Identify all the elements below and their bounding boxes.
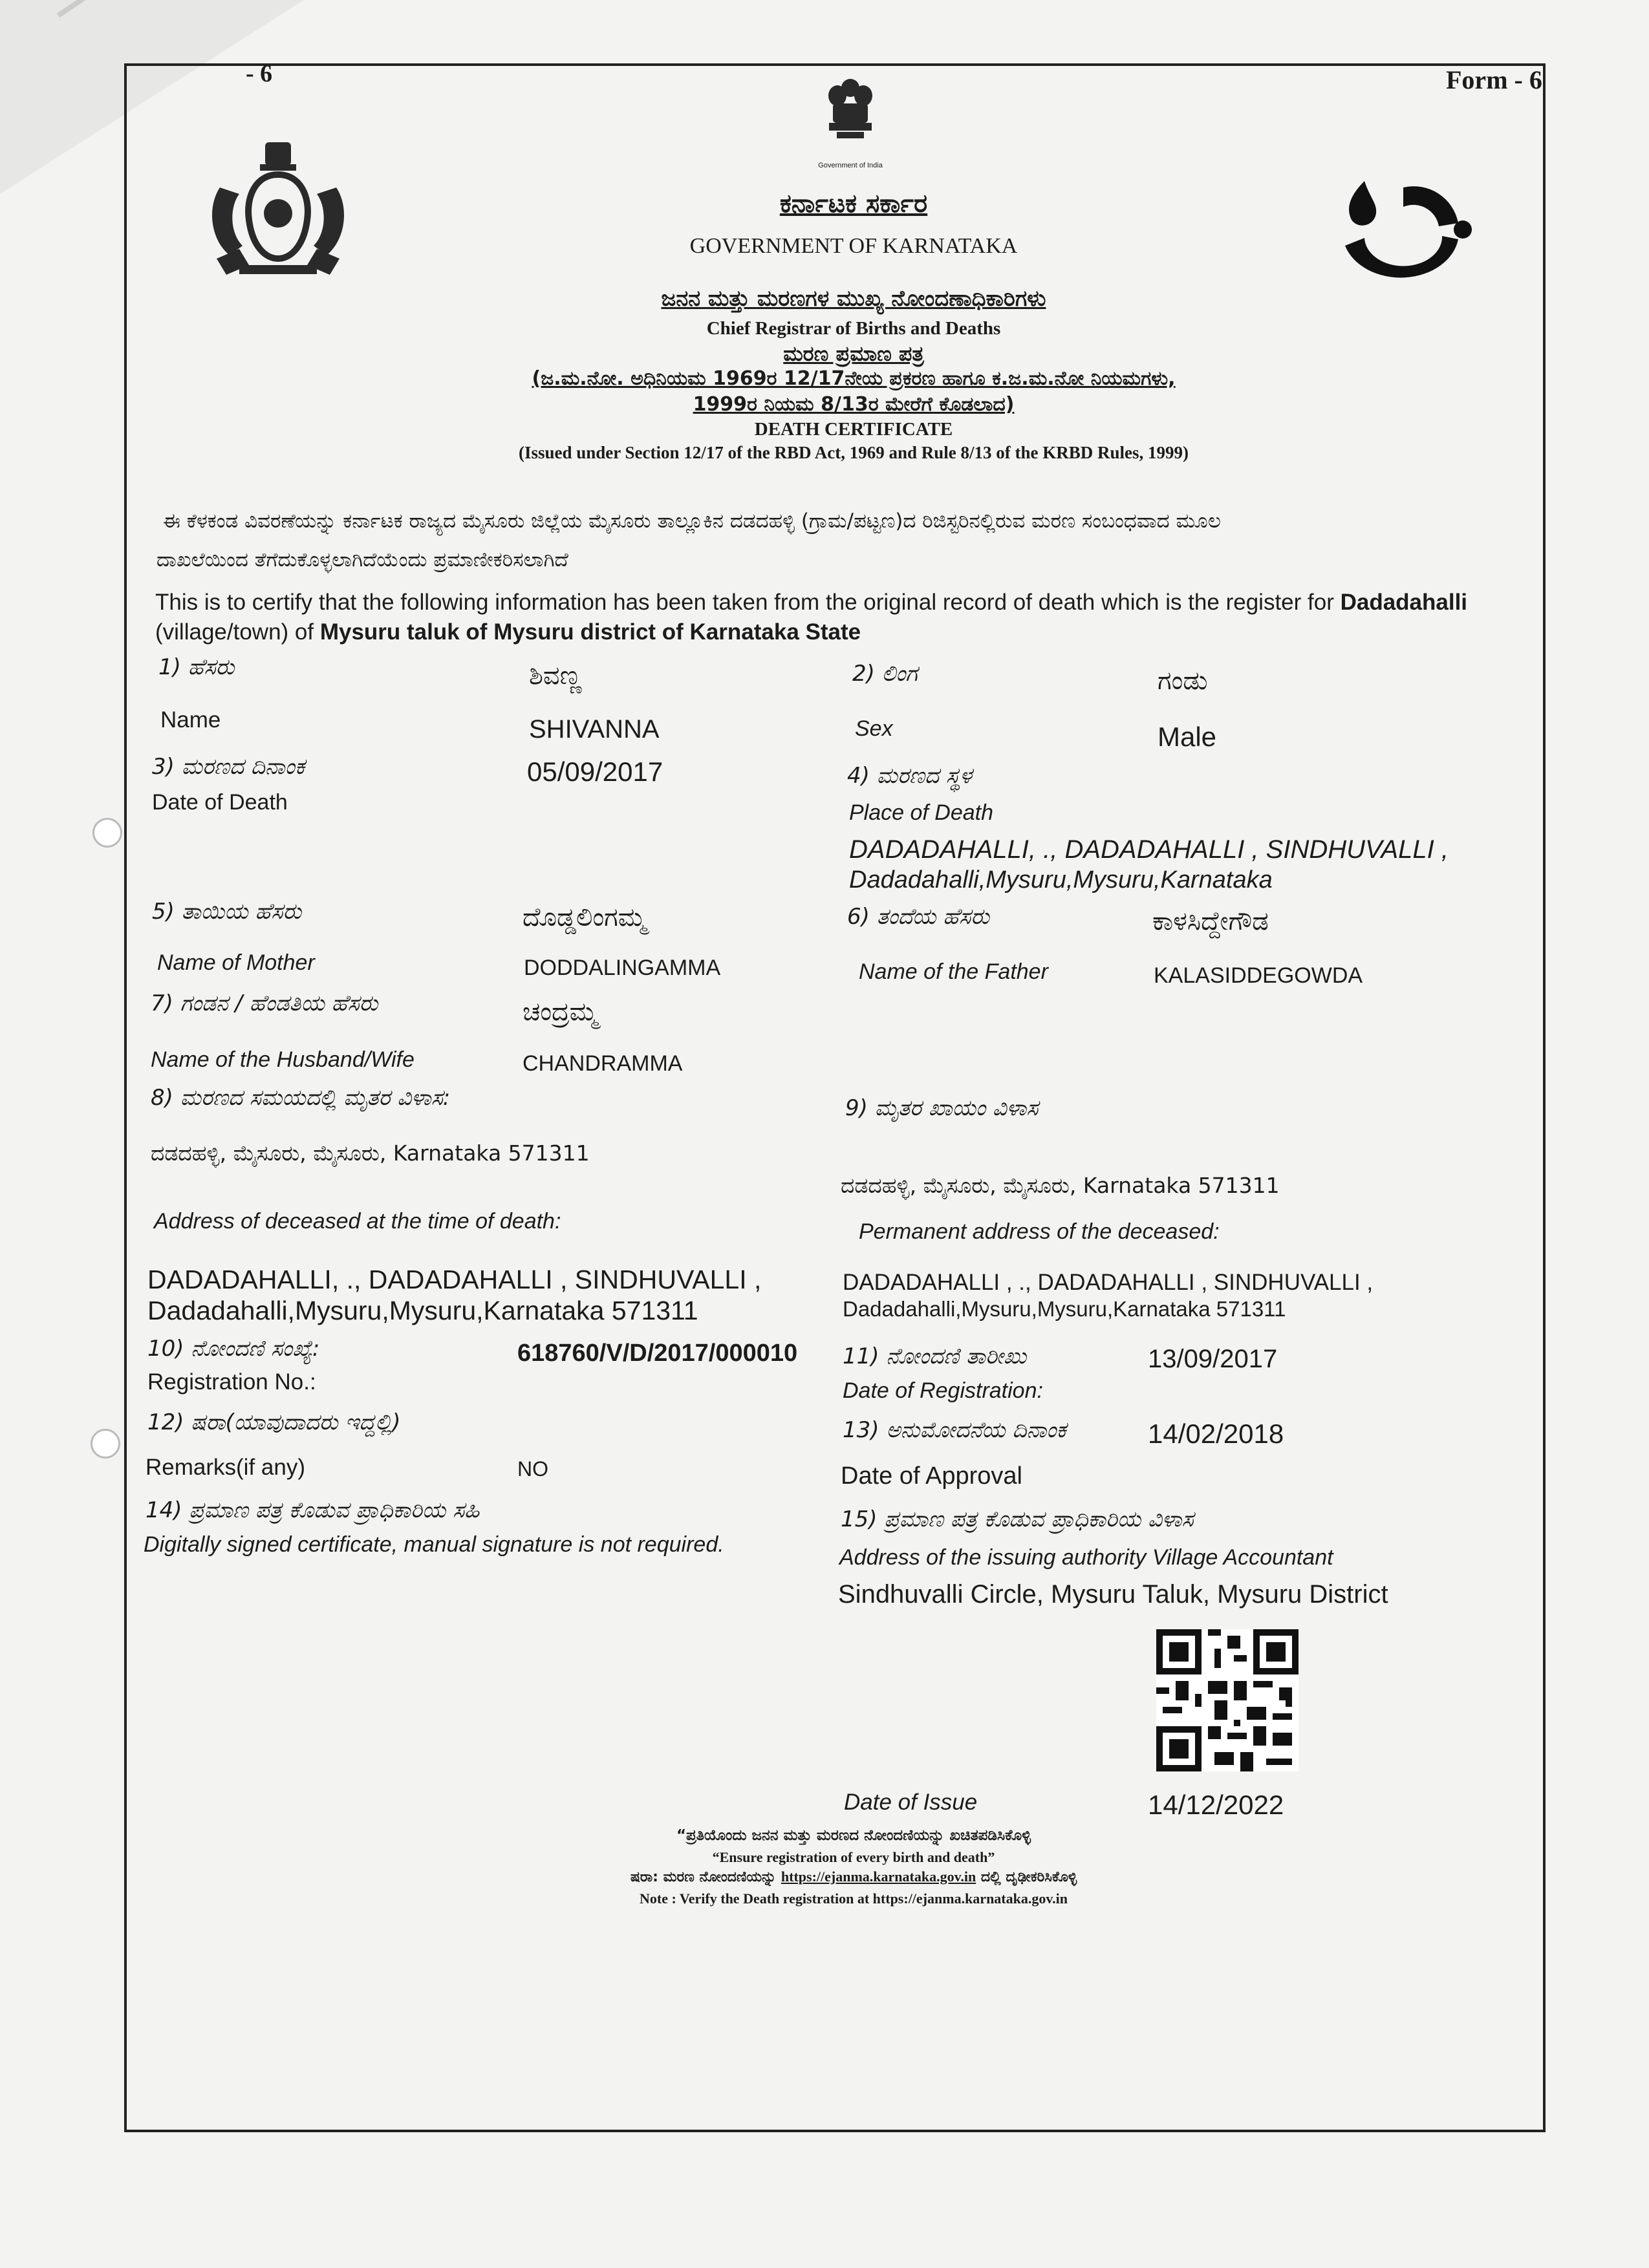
address-line-1: DADADAHALLI, ., DADADAHALLI , SINDHUVALLI ,	[147, 1265, 762, 1294]
pod-label: Place of Death	[849, 800, 994, 825]
registration-value: 618760/V/D/2017/000010	[517, 1340, 798, 1367]
intro-text: This is to certify that the following information has been taken from the original record of death which is the register for	[155, 590, 1341, 615]
state-title-kannada: ಕರ್ನಾಟಕ ಸರ್ಕಾರ	[779, 189, 928, 219]
spouse-value: CHANDRAMMA	[523, 1051, 683, 1076]
state-title: GOVERNMENT OF KARNATAKA	[689, 234, 1018, 258]
intro-text: (village/town) of	[155, 619, 320, 645]
signature-note: Digitally signed certificate, manual signature is not required.	[144, 1532, 724, 1557]
footer-kannada-slogan: “ಪ್ರತಿಯೊಂದು ಜನನ ಮತ್ತು ಮರಣದ ನೋಂದಣಿಯನ್ನು ಖಚಿತಪಡಿಸಿಕೊಳ್ಳಿ	[676, 1827, 1031, 1844]
pod-label-kannada: 4) ಮರಣದ ಸ್ಥಳ	[847, 763, 972, 789]
permanent-address-line-1: DADADAHALLI , ., DADADAHALLI , SINDHUVALLI ,	[843, 1270, 1374, 1295]
intro-kannada-1: ಈ ಕೆಳಕಂಡ ವಿವರಣೆಯನ್ನು ಕರ್ನಾಟಕ ರಾಜ್ಯದ ಮೈಸೂರು ಜಿಲ್ಲೆಯ ಮೈಸೂರು ತಾಲ್ಲೂಕಿನ ದಡದಹಳ್ಳಿ (ಗ್ರಾಮ/ಪಟ್ಟಣ)ದ ರಿಜಿಸ್ಟರಿನಲ್ಲಿರುವ ಮರಣ ಸಂಬಂಧವಾದ ಮೂಲ	[163, 509, 1221, 533]
father-label-kannada: 6) ತಂದೆಯ ಹೆಸರು	[847, 904, 990, 930]
issued-under: (Issued under Section 12/17 of the RBD Act, 1969 and Rule 8/13 of the KRBD Rules, 1999)	[518, 443, 1189, 462]
dod-label-kannada: 3) ಮರಣದ ದಿನಾಂಕ	[152, 754, 305, 780]
signature-label-kannada: 14) ಪ್ರಮಾಣ ಪತ್ರ ಕೊಡುವ ಪ್ರಾಧಿಕಾರಿಯ ಸಹಿ	[146, 1497, 480, 1523]
intro-village: Dadadahalli	[1340, 590, 1468, 615]
permanent-address-label-kannada: 9) ಮೃತರ ಖಾಯಂ ವಿಳಾಸ	[845, 1095, 1039, 1121]
intro-location: Mysuru taluk of Mysuru district of Karnataka State	[319, 619, 861, 645]
remarks-label-kannada: 12) ಷರಾ(ಯಾವುದಾದರು ಇದ್ದಲ್ಲಿ)	[147, 1409, 401, 1435]
national-emblem-icon	[821, 76, 879, 160]
mother-label: Name of Mother	[157, 950, 315, 975]
permanent-address-label: Permanent address of the deceased:	[859, 1219, 1220, 1244]
registrar-title-kannada: ಜನನ ಮತ್ತು ಮರಣಗಳ ಮುಖ್ಯ ನೋಂದಣಾಧಿಕಾರಿಗಳು	[661, 286, 1046, 312]
remarks-label: Remarks(if any)	[146, 1455, 305, 1480]
remarks-value: NO	[517, 1457, 548, 1481]
spouse-label-kannada: 7) ಗಂಡನ / ಹೆಂಡತಿಯ ಹೆಸರು	[151, 990, 378, 1016]
address-label: Address of deceased at the time of death:	[154, 1209, 561, 1234]
footer-verify-note: Note : Verify the Death registration at https://ejanma.karnataka.gov.in	[640, 1890, 1068, 1907]
footer-note-text: ದಲ್ಲಿ ದೃಢೀಕರಿಸಿಕೊಳ್ಳಿ	[976, 1869, 1077, 1885]
address-line-2: Dadadahalli,Mysuru,Mysuru,Karnataka 571311	[147, 1296, 698, 1325]
qr-code	[1156, 1629, 1299, 1771]
punch-hole	[91, 1429, 120, 1459]
address-kannada: ದಡದಹಳ್ಳಿ, ಮೈಸೂರು, ಮೈಸೂರು, Karnataka 571311	[151, 1140, 590, 1166]
sex-label: Sex	[855, 716, 893, 741]
form-number-right: Form - 6	[1446, 65, 1542, 94]
intro-english-1	[155, 590, 1578, 615]
certificate-title-kannada: ಮರಣ ಪ್ರಮಾಣ ಪತ್ರ	[783, 341, 924, 366]
registration-date-value: 13/09/2017	[1148, 1345, 1278, 1373]
footer-slogan: “Ensure registration of every birth and death”	[712, 1849, 995, 1865]
sex-kannada: ಗಂಡು	[1158, 666, 1208, 696]
mother-value: DODDALINGAMMA	[524, 956, 721, 980]
registration-date-label: Date of Registration:	[843, 1378, 1043, 1403]
emblem-caption: Government of India	[818, 162, 883, 169]
issue-date-value: 14/12/2022	[1148, 1790, 1284, 1820]
registration-label-kannada: 10) ನೋಂದಣಿ ಸಂಖ್ಯೆ:	[147, 1336, 320, 1362]
act-kannada-1: (ಜ.ಮ.ನೋ. ಅಧಿನಿಯಮ 1969ರ 12/17ನೇಯ ಪ್ರಕರಣ ಹಾಗೂ ಕ.ಜ.ಮ.ನೋ ನಿಯಮಗಳು,	[532, 367, 1176, 390]
authority-value: Sindhuvalli Circle, Mysuru Taluk, Mysuru District	[838, 1580, 1388, 1609]
name-value: SHIVANNA	[529, 715, 660, 744]
footer-kannada-note	[414, 1868, 1293, 1885]
authority-label: Address of the issuing authority Village Accountant	[839, 1545, 1333, 1570]
name-label: Name	[160, 707, 221, 733]
permanent-address-kannada: ದಡದಹಳ್ಳಿ, ಮೈಸೂರು, ಮೈಸೂರು, Karnataka 571311	[841, 1173, 1280, 1198]
act-kannada-2: 1999ರ ನಿಯಮ 8/13ರ ಮೇರೆಗೆ ಕೊಡಲಾದ)	[693, 393, 1015, 416]
dod-value: 05/09/2017	[527, 756, 663, 787]
registration-label: Registration No.:	[147, 1369, 316, 1395]
footer-note-text: ಷರಾ: ಮರಣ ನೋಂದಣಿಯನ್ನು	[630, 1869, 781, 1885]
certificate-title: DEATH CERTIFICATE	[754, 419, 953, 440]
footer-url[interactable]: https://ejanma.karnataka.gov.in	[781, 1868, 976, 1885]
father-value: KALASIDDEGOWDA	[1154, 963, 1363, 988]
intro-english-2	[155, 619, 1578, 645]
dod-label: Date of Death	[152, 790, 288, 815]
father-kannada: ಕಾಳಸಿದ್ದೇಗೌಡ	[1152, 906, 1269, 936]
intro-kannada-2: ದಾಖಲೆಯಿಂದ ತೆಗೆದುಕೊಳ್ಳಲಾಗಿದೆಯೆಂದು ಪ್ರಮಾಣೀಕರಿಸಲಾಗಿದೆ	[156, 548, 568, 572]
name-label-kannada: 1) ಹೆಸರು	[158, 654, 235, 680]
form-number-left: - 6	[246, 60, 273, 87]
spouse-kannada: ಚಂದ್ರಮ್ಮ	[523, 997, 598, 1027]
pod-line-2: Dadadahalli,Mysuru,Mysuru,Karnataka	[849, 866, 1273, 893]
issue-date-label: Date of Issue	[844, 1790, 978, 1815]
registration-date-label-kannada: 11) ನೋಂದಣಿ ತಾರೀಖು	[843, 1343, 1027, 1369]
authority-label-kannada: 15) ಪ್ರಮಾಣ ಪತ್ರ ಕೊಡುವ ಪ್ರಾಧಿಕಾರಿಯ ವಿಳಾಸ	[841, 1506, 1194, 1532]
approval-label-kannada: 13) ಅನುಮೋದನೆಯ ದಿನಾಂಕ	[843, 1417, 1066, 1443]
punch-hole	[92, 818, 122, 848]
registrar-title: Chief Registrar of Births and Deaths	[706, 318, 1001, 339]
sex-value: Male	[1158, 722, 1217, 752]
address-label-kannada: 8) ಮರಣದ ಸಮಯದಲ್ಲಿ ಮೃತರ ವಿಳಾಸ:	[151, 1085, 451, 1111]
karnataka-emblem-icon	[200, 136, 356, 284]
registration-logo-icon	[1326, 168, 1481, 291]
approval-label: Date of Approval	[841, 1462, 1022, 1490]
father-label: Name of the Father	[859, 959, 1048, 984]
mother-kannada: ದೊಡ್ಡಲಿಂಗಮ್ಮ	[523, 903, 647, 932]
sex-label-kannada: 2) ಲಿಂಗ	[852, 661, 918, 687]
name-kannada: ಶಿವಣ್ಣ	[529, 661, 582, 690]
approval-value: 14/02/2018	[1148, 1418, 1284, 1449]
permanent-address-line-2: Dadadahalli,Mysuru,Mysuru,Karnataka 571311	[843, 1297, 1286, 1321]
spouse-label: Name of the Husband/Wife	[151, 1047, 415, 1072]
pod-line-1: DADADAHALLI, ., DADADAHALLI , SINDHUVALLI ,	[849, 835, 1449, 864]
mother-label-kannada: 5) ತಾಯಿಯ ಹೆಸರು	[152, 899, 302, 925]
